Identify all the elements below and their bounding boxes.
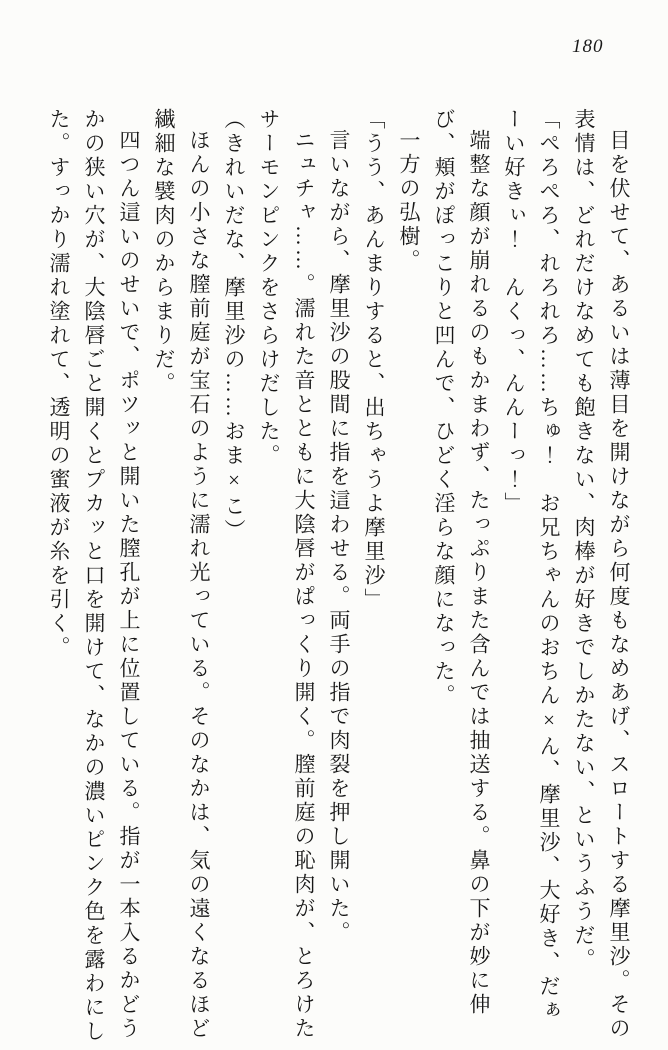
paragraph: 四つん這いのせいで、ポツッと開いた膣孔が上に位置している。指が一本入るかどうかの狭い穴が、大陰唇ごと開くとプカッと口を開けて、なかの濃いピンク色を露わにした。すっかり濡れ塗れて、透明の蜜液が糸を引く。 (47, 108, 141, 1044)
page-number: 180 (572, 36, 604, 57)
paragraph: ほんの小さな膣前庭が宝石のように濡れ光っている。そのなかは、気の遠くなるほど繊細な襞肉のからまりだ。 (152, 108, 211, 1041)
paragraph: 言いながら、摩里沙の股間に指を這わせる。両手の指で肉裂を押し開いた。 (327, 129, 351, 945)
paragraph: 目を伏せて、あるいは薄目を開けながら何度もなめあげ、スロートする摩里沙。その表情は、どれだけなめても飽きない、肉棒が好きでしかたない、というふうだ。 (572, 108, 631, 1041)
paragraph: 「うう、あんまりすると、出ちゃうよ摩里沙」 (362, 108, 386, 612)
paragraph: ニュチャ……。濡れた音とともに大陰唇がぱっくり開く。膣前庭の恥肉が、とろけたサーモンピンクをさらけだした。 (257, 108, 316, 1041)
paragraph: 端整な顔が崩れるのもかまわず、たっぷりまた含んでは抽送する。鼻の下が妙に伸び、頬がぽっこりと凹んで、ひどく淫らな顔になった。 (432, 108, 491, 1017)
paragraph: （きれいだな、摩里沙の……おま×こ） (222, 108, 246, 543)
text-block (28, 108, 636, 1046)
paragraph: 「ぺろぺろ、れろれろ……ちゅ！ お兄ちゃんのおちん×ん、摩里沙、大好き、だぁーい好きぃ！ んくっ、んんーっ！」 (502, 108, 561, 1023)
paragraph: 一方の弘樹。 (397, 129, 421, 273)
